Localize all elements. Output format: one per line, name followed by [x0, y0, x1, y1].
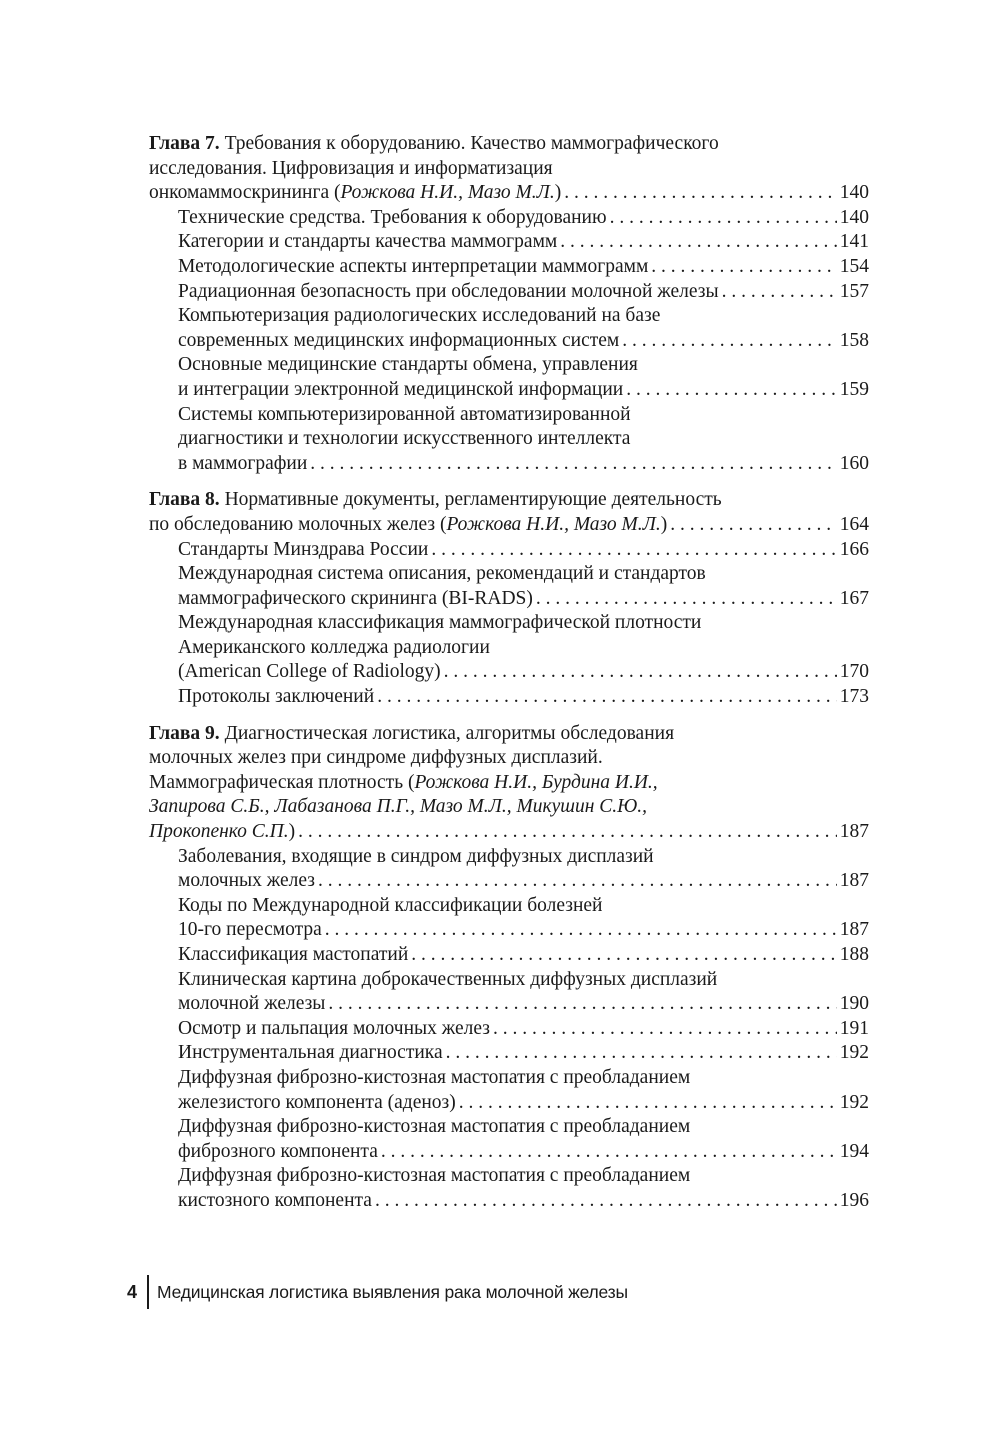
- toc-entry[interactable]: [149, 280, 869, 305]
- toc-entry[interactable]: [149, 329, 869, 354]
- leader-dots: [459, 1091, 837, 1116]
- toc-entry-chapter-9[interactable]: [149, 820, 869, 845]
- toc-entry[interactable]: [149, 255, 869, 280]
- chapter-title-text: по обследованию молочных желез (: [149, 513, 447, 535]
- entry-title: маммографического скрининга (BI-RADS): [178, 587, 533, 609]
- chapter-label: Глава 8.: [149, 489, 220, 511]
- folio-page-number: 4: [127, 1281, 138, 1302]
- closing-paren: ): [288, 821, 296, 843]
- toc-entry-chapter-7[interactable]: [149, 181, 869, 206]
- entry-title: Осмотр и пальпация молочных желез: [178, 1017, 490, 1039]
- chapter-title-text: онкомаммоскрининга (: [149, 182, 341, 204]
- entry-title-line: Американского колледжа радиологии: [178, 636, 490, 658]
- entry-title: Категории и стандарты качества маммограмм: [178, 231, 558, 253]
- table-of-contents: [149, 132, 869, 1226]
- chapter-9: [149, 722, 869, 1214]
- entry-title-line: Международная система описания, рекомендаций и стандартов: [178, 563, 706, 585]
- chapter-title-line: [149, 488, 869, 513]
- page-number: 157: [839, 280, 869, 302]
- toc-entry[interactable]: [149, 452, 869, 477]
- toc-entry[interactable]: [149, 206, 869, 231]
- entry-title: и интеграции электронной медицинской информации: [178, 378, 624, 400]
- leader-dots: [328, 992, 836, 1017]
- leader-dots: [722, 280, 837, 305]
- section-list: [149, 206, 869, 477]
- page-number: 187: [839, 821, 869, 843]
- entry-title-line: Диффузная фиброзно-кистозная мастопатия с преобладанием: [178, 1116, 691, 1138]
- page-number: 187: [839, 919, 869, 941]
- toc-entry[interactable]: [149, 587, 869, 612]
- chapter-title-line: молочных желез при синдроме диффузных дисплазий.: [149, 747, 603, 769]
- chapter-title-line: [149, 771, 869, 796]
- page-number: 167: [839, 587, 869, 609]
- toc-entry[interactable]: [149, 992, 869, 1017]
- entry-title: кистозного компонента: [178, 1189, 372, 1211]
- chapter-title-line: [149, 722, 869, 747]
- leader-dots: [493, 1017, 837, 1042]
- leader-dots: [560, 230, 836, 255]
- page-number: 191: [839, 1017, 869, 1039]
- entry-title: Радиационная безопасность при обследовании молочной железы: [178, 280, 719, 302]
- toc-entry[interactable]: [149, 1189, 869, 1214]
- toc-entry[interactable]: [149, 943, 869, 968]
- toc-entry-chapter-8[interactable]: [149, 513, 869, 538]
- entry-title: Инструментальная диагностика: [178, 1042, 443, 1064]
- entry-title-line: Коды по Международной классификации болезней: [178, 894, 603, 916]
- toc-entry[interactable]: [149, 660, 869, 685]
- page-number: 196: [839, 1189, 869, 1211]
- entry-title: Технические средства. Требования к оборудованию: [178, 206, 607, 228]
- section-list: [149, 845, 869, 1214]
- page-footer: [127, 1275, 628, 1309]
- chapter-authors: Рожкова Н.И., Мазо М.Л.: [340, 182, 555, 204]
- leader-dots: [651, 255, 836, 280]
- section-list: [149, 538, 869, 710]
- entry-title: современных медицинских информационных систем: [178, 329, 620, 351]
- entry-title: 10-го пересмотра: [178, 919, 322, 941]
- toc-entry[interactable]: [149, 1140, 869, 1165]
- leader-dots: [626, 378, 837, 403]
- chapter-title-text: Требования к оборудованию. Качество маммографического: [224, 133, 719, 154]
- entry-title-line: Клиническая картина доброкачественных диффузных дисплазий: [178, 968, 718, 990]
- leader-dots: [564, 181, 837, 206]
- entry-title-line: Заболевания, входящие в синдром диффузных дисплазий: [178, 845, 654, 867]
- leader-dots: [318, 869, 837, 894]
- page-number: 173: [839, 686, 869, 708]
- chapter-title-line: [149, 795, 869, 820]
- entry-title: молочной железы: [178, 993, 326, 1015]
- entry-title-line: Основные медицинские стандарты обмена, управления: [178, 354, 638, 376]
- entry-title-line: Диффузная фиброзно-кистозная мастопатия с преобладанием: [178, 1165, 691, 1187]
- running-title: Медицинская логистика выявления рака молочной железы: [157, 1281, 628, 1302]
- leader-dots: [610, 206, 837, 231]
- entry-title: в маммографии: [178, 452, 308, 474]
- leader-dots: [381, 1140, 837, 1165]
- page-number: 170: [839, 661, 869, 683]
- entry-title: Методологические аспекты интерпретации маммограмм: [178, 255, 649, 277]
- page-number: 187: [839, 870, 869, 892]
- page-number: 188: [839, 944, 869, 965]
- chapter-title-line: [149, 132, 869, 157]
- page-number: 158: [839, 329, 869, 351]
- chapter-title-line: исследования. Цифровизация и информатизация: [149, 157, 553, 179]
- leader-dots: [325, 918, 837, 943]
- entry-title-line: диагностики и технологии искусственного интеллекта: [178, 428, 631, 450]
- chapter-title-text: Диагностическая логистика, алгоритмы обследования: [224, 722, 675, 744]
- leader-dots: [446, 1041, 837, 1066]
- chapter-title-text: Маммографическая плотность (: [149, 771, 415, 793]
- toc-entry[interactable]: [149, 1041, 869, 1066]
- toc-entry[interactable]: [149, 918, 869, 943]
- chapter-authors: Запирова С.Б., Лабазанова П.Г., Мазо М.Л., Микушин С.Ю.,: [149, 796, 648, 818]
- chapter-7: [149, 132, 869, 476]
- chapter-authors: Прокопенко С.П.: [149, 821, 289, 843]
- toc-entry[interactable]: [149, 538, 869, 563]
- page-number: 194: [839, 1140, 869, 1162]
- page-number: 166: [839, 538, 869, 560]
- page-number: 141: [839, 231, 869, 253]
- page-number: 192: [839, 1091, 869, 1113]
- toc-entry[interactable]: [149, 230, 869, 255]
- chapter-8: [149, 488, 869, 709]
- page-number: 140: [839, 182, 869, 204]
- page-number: 159: [839, 378, 869, 400]
- entry-title-line: Международная классификация маммографической плотности: [178, 612, 702, 634]
- entry-title-line: Системы компьютеризированной автоматизированной: [178, 403, 631, 425]
- chapter-label: Глава 9.: [149, 722, 220, 744]
- entry-title-line: Диффузная фиброзно-кистозная мастопатия с преобладанием: [178, 1066, 691, 1088]
- footer-divider: [147, 1275, 149, 1309]
- leader-dots: [377, 685, 837, 710]
- entry-title: фиброзного компонента: [178, 1140, 378, 1162]
- page-number: 164: [839, 513, 869, 535]
- leader-dots: [536, 587, 837, 612]
- chapter-authors: Рожкова Н.И., Мазо М.Л.: [446, 513, 661, 535]
- leader-dots: [310, 452, 836, 477]
- toc-entry[interactable]: [149, 869, 869, 894]
- entry-title: Стандарты Минздрава России: [178, 538, 429, 560]
- page-number: 154: [839, 255, 869, 277]
- page-number: 160: [839, 452, 869, 474]
- leader-dots: [622, 329, 836, 354]
- page-number: 140: [839, 206, 869, 228]
- toc-entry[interactable]: [149, 1017, 869, 1042]
- leader-dots: [670, 513, 837, 538]
- leader-dots: [411, 943, 836, 968]
- chapter-title-text: Нормативные документы, регламентирующие деятельность: [224, 489, 722, 511]
- toc-entry[interactable]: [149, 1091, 869, 1116]
- leader-dots: [298, 820, 837, 845]
- entry-title: железистого компонента (аденоз): [178, 1091, 456, 1113]
- leader-dots: [431, 538, 836, 563]
- entry-title: Протоколы заключений: [178, 686, 375, 708]
- leader-dots: [375, 1189, 837, 1214]
- closing-paren: ): [660, 513, 668, 535]
- closing-paren: ): [554, 182, 562, 204]
- entry-title-line: Компьютеризация радиологических исследований на базе: [178, 305, 661, 327]
- entry-title: (American College of Radiology): [178, 661, 441, 683]
- entry-title: молочных желез: [178, 870, 315, 892]
- page-number: 192: [839, 1042, 869, 1064]
- chapter-authors: Рожкова Н.И., Бурдина И.И.,: [414, 771, 658, 793]
- chapter-label: Глава 7.: [149, 133, 220, 154]
- page-number: 190: [839, 993, 869, 1015]
- toc-entry[interactable]: [149, 378, 869, 403]
- entry-title: Классификация мастопатий: [178, 944, 409, 965]
- leader-dots: [444, 660, 837, 685]
- toc-entry[interactable]: [149, 685, 869, 710]
